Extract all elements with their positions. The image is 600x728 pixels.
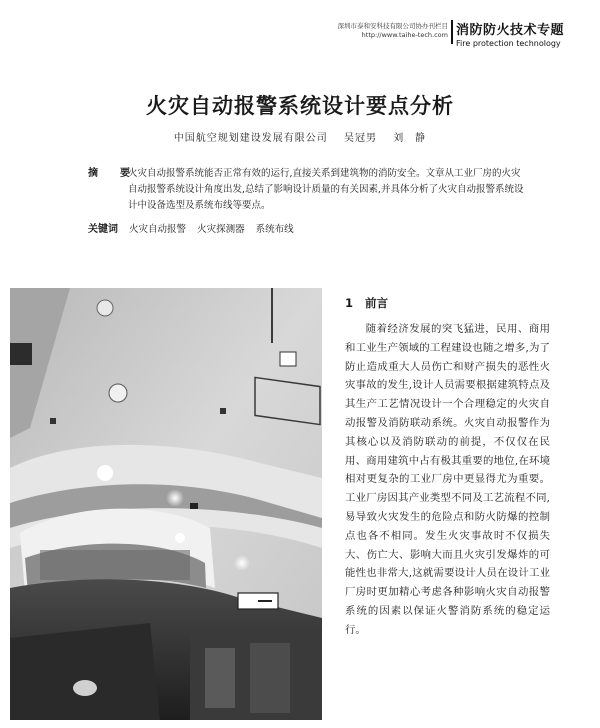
keyword: 火灾自动报警 xyxy=(129,224,187,235)
section-title-en: Fire protection technology xyxy=(456,39,561,48)
interior-photo xyxy=(10,288,322,720)
article-title: 火灾自动报警系统设计要点分析 xyxy=(146,94,454,118)
author-line xyxy=(0,129,600,144)
section-heading xyxy=(345,295,388,311)
header-sponsor: 深圳市泰和安科技有限公司协办刊栏目 xyxy=(337,22,448,30)
keywords-block xyxy=(88,220,528,235)
header-divider xyxy=(451,20,453,44)
header-url: http://www.taihe-tech.com xyxy=(361,31,448,39)
section-banner xyxy=(456,19,564,48)
keyword: 火灾探测器 xyxy=(197,224,245,235)
mall-ceiling-photo xyxy=(10,288,322,720)
abstract-block xyxy=(88,166,528,214)
abstract-label: 摘 要 xyxy=(88,168,136,179)
section-body: 随着经济发展的突飞猛进，民用、商用和工业生产领域的工程建设也随之增多,为了防止造成重大人员伤亡和财产损失的恶性火灾事故的发生,设计人员需要根据建筑特点及其生产工艺情况设计一个合理稳定的火灾自动报警及消防联动系统。火灾自动报警作为其核心以及消防联动的前提，不仅仅在民用、商用建筑中占有极其重要的地位,在环境相对更复杂的工业厂房中更显得尤为重要。工业厂房因其产业类型不同及工艺流程不同,易导致火灾发生的危险点和防火防爆的控制点也各不相同。发生火灾事故时不仅损失大、伤亡大、影响大而且火灾引发爆炸的可能性也非常大,这就需要设计人员在设计工业厂房时更加精心考虑各种影响火灾自动报警系统的因素以保证火警消防系统的稳定运行。 xyxy=(345,323,550,636)
section-title-zh: 消防防火技术专题 xyxy=(456,23,565,38)
abstract-text: 火灾自动报警系统能否正常有效的运行,直接关系到建筑物的消防安全。文章从工业厂房的火灾自动报警系统设计角度出发,总结了影响设计质量的有关因素,并具体分析了火灾自动报警系统设计中设备选型及系统布线等要点。 xyxy=(128,168,524,211)
author-name: 吴冠男 xyxy=(344,133,377,144)
section-number: 1 xyxy=(345,296,354,310)
affiliation: 中国航空规划建设发展有限公司 xyxy=(173,133,328,144)
journal-header-info xyxy=(338,22,449,40)
author-name: 刘 静 xyxy=(393,133,427,144)
keywords-label: 关键词 xyxy=(88,224,118,235)
section-title: 前言 xyxy=(365,296,389,310)
keyword: 系统布线 xyxy=(255,224,294,235)
